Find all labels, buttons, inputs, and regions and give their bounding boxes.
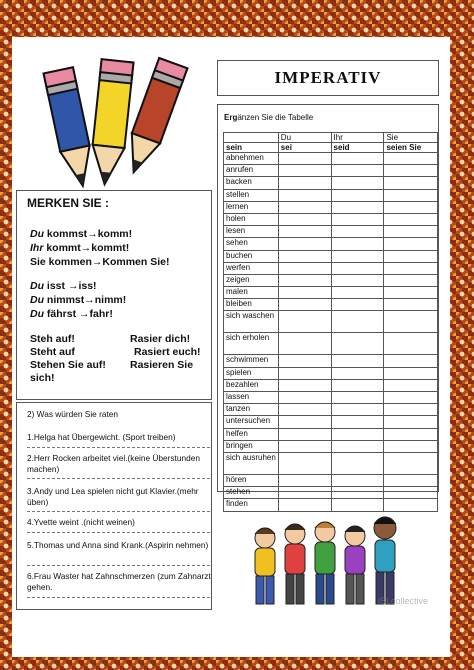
answer-cell[interactable] <box>331 201 384 213</box>
verb-cell: holen <box>224 213 279 225</box>
answer-cell[interactable] <box>278 177 331 189</box>
answer-cell[interactable] <box>384 311 438 333</box>
answer-cell[interactable] <box>278 487 331 499</box>
answer-cell[interactable] <box>331 177 384 189</box>
exercise-item: 6.Frau Waster hat Zahnschmerzen (zum Zahnarzt gehen. <box>27 571 211 592</box>
verb-cell: sich erholen <box>224 333 279 355</box>
answer-cell[interactable] <box>331 153 384 165</box>
answer-cell[interactable] <box>384 428 438 440</box>
verb-row <box>224 311 438 333</box>
header-cell: Sie <box>384 133 438 143</box>
verb-row <box>224 367 438 379</box>
verb-cell: backen <box>224 177 279 189</box>
answer-cell[interactable] <box>331 428 384 440</box>
verb-row <box>224 189 438 201</box>
verb-row <box>224 299 438 311</box>
answer-cell[interactable] <box>331 311 384 333</box>
answer-cell[interactable] <box>331 452 384 474</box>
answer-cell[interactable] <box>278 392 331 404</box>
example-cell: sei <box>278 143 331 153</box>
verb-cell: bleiben <box>224 299 279 311</box>
answer-cell[interactable] <box>278 165 331 177</box>
verb-cell: hören <box>224 474 279 486</box>
answer-cell[interactable] <box>278 428 331 440</box>
answer-cell[interactable] <box>331 404 384 416</box>
verb-cell: stellen <box>224 189 279 201</box>
verb-row <box>224 153 438 165</box>
answer-cell[interactable] <box>278 355 331 367</box>
verb-cell: zeigen <box>224 274 279 286</box>
exercise-item: 2.Herr Rocken arbeitet viel.(keine Überstunden machen) <box>27 453 200 474</box>
merken-sie-box <box>16 190 212 400</box>
answer-cell[interactable] <box>331 367 384 379</box>
header-cell: Du <box>278 133 331 143</box>
answer-cell[interactable] <box>331 379 384 391</box>
answer-cell[interactable] <box>331 226 384 238</box>
verb-row <box>224 333 438 355</box>
verb-row <box>224 379 438 391</box>
answer-cell[interactable] <box>384 287 438 299</box>
answer-cell[interactable] <box>331 189 384 201</box>
example-pair: Stehen Sie auf! Rasieren Sie <box>30 359 194 371</box>
verb-cell: stehen <box>224 487 279 499</box>
answer-cell[interactable] <box>331 165 384 177</box>
verb-row <box>224 262 438 274</box>
answer-cell[interactable] <box>384 487 438 499</box>
exercise-item: 5.Thomas und Anna sind Krank.(Aspirin nehmen) <box>27 540 209 550</box>
verb-cell: lassen <box>224 392 279 404</box>
watermark: iSLcollective <box>378 596 429 606</box>
answer-cell[interactable] <box>384 262 438 274</box>
answer-cell[interactable] <box>384 238 438 250</box>
example-pair: Steh auf! Rasier dich! <box>30 333 191 345</box>
answer-cell[interactable] <box>384 404 438 416</box>
answer-cell[interactable] <box>278 404 331 416</box>
answer-cell[interactable] <box>331 333 384 355</box>
example-cell: seid <box>331 143 384 153</box>
example-pair: Steht auf Rasiert euch! <box>30 346 201 358</box>
verb-cell: sich waschen <box>224 311 279 333</box>
example-cell: sein <box>224 143 279 153</box>
imperative-table <box>223 132 438 512</box>
verb-cell: lernen <box>224 201 279 213</box>
pronoun-row <box>224 133 438 143</box>
answer-cell[interactable] <box>384 189 438 201</box>
verb-row <box>224 392 438 404</box>
verb-row <box>224 274 438 286</box>
advice-exercise-box <box>16 402 212 610</box>
answer-cell[interactable] <box>278 333 331 355</box>
answer-cell[interactable] <box>384 153 438 165</box>
answer-cell[interactable] <box>384 226 438 238</box>
merken-heading: MERKEN SIE : <box>27 196 110 210</box>
answer-cell[interactable] <box>384 474 438 486</box>
answer-cell[interactable] <box>278 274 331 286</box>
answer-line[interactable] <box>27 565 210 566</box>
verb-cell: sehen <box>224 238 279 250</box>
verb-row <box>224 250 438 262</box>
answer-cell[interactable] <box>331 299 384 311</box>
header-cell <box>224 133 279 143</box>
answer-cell[interactable] <box>384 367 438 379</box>
page-title: IMPERATIV <box>217 60 439 96</box>
example-row <box>224 143 438 153</box>
verb-row <box>224 165 438 177</box>
verb-row <box>224 355 438 367</box>
verb-row <box>224 487 438 499</box>
verb-cell: untersuchen <box>224 416 279 428</box>
verb-cell: bringen <box>224 440 279 452</box>
verb-row <box>224 287 438 299</box>
answer-cell[interactable] <box>384 379 438 391</box>
verb-cell: bezahlen <box>224 379 279 391</box>
verb-cell: lesen <box>224 226 279 238</box>
answer-cell[interactable] <box>384 165 438 177</box>
answer-cell[interactable] <box>384 392 438 404</box>
verb-row <box>224 474 438 486</box>
answer-cell[interactable] <box>278 262 331 274</box>
verb-cell: buchen <box>224 250 279 262</box>
answer-cell[interactable] <box>278 226 331 238</box>
answer-line[interactable] <box>27 597 210 598</box>
answer-cell[interactable] <box>331 250 384 262</box>
verb-row <box>224 440 438 452</box>
verb-cell: helfen <box>224 428 279 440</box>
answer-cell[interactable] <box>384 416 438 428</box>
answer-cell[interactable] <box>278 213 331 225</box>
conjugation-table-box <box>217 104 439 509</box>
answer-line[interactable] <box>27 447 210 448</box>
exercise-item: 1.Helga hat Übergewicht. (Sport treiben) <box>27 432 176 442</box>
answer-cell[interactable] <box>331 392 384 404</box>
verb-cell: werfen <box>224 262 279 274</box>
verb-row <box>224 226 438 238</box>
answer-cell[interactable] <box>331 440 384 452</box>
rule-line: Sie kommen→Kommen Sie! <box>30 256 170 268</box>
answer-cell[interactable] <box>278 189 331 201</box>
answer-line[interactable] <box>27 532 210 533</box>
answer-cell[interactable] <box>278 299 331 311</box>
verb-cell: tanzen <box>224 404 279 416</box>
answer-line[interactable] <box>27 511 210 512</box>
answer-cell[interactable] <box>384 177 438 189</box>
answer-cell[interactable] <box>278 379 331 391</box>
answer-cell[interactable] <box>384 213 438 225</box>
verb-cell: sich ausruhen <box>224 452 279 474</box>
answer-cell[interactable] <box>331 416 384 428</box>
verb-row <box>224 201 438 213</box>
answer-line[interactable] <box>27 478 210 479</box>
answer-cell[interactable] <box>278 416 331 428</box>
answer-cell[interactable] <box>278 311 331 333</box>
example-cell: seien Sie <box>384 143 438 153</box>
answer-cell[interactable] <box>278 452 331 474</box>
header-cell: Ihr <box>331 133 384 143</box>
verb-row <box>224 416 438 428</box>
answer-cell[interactable] <box>384 201 438 213</box>
verb-row <box>224 404 438 416</box>
example-last: sich! <box>30 372 55 384</box>
answer-cell[interactable] <box>331 238 384 250</box>
answer-cell[interactable] <box>331 487 384 499</box>
verb-cell: finden <box>224 499 279 511</box>
rule-line: Du isst →iss! <box>30 280 97 292</box>
exercise-item: 3.Andy und Lea spielen nicht gut Klavier.(mehr üben) <box>27 486 199 507</box>
answer-cell[interactable] <box>278 153 331 165</box>
verb-row <box>224 213 438 225</box>
answer-cell[interactable] <box>331 213 384 225</box>
verb-cell: spielen <box>224 367 279 379</box>
answer-cell[interactable] <box>278 238 331 250</box>
answer-cell[interactable] <box>384 274 438 286</box>
verb-cell: anrufen <box>224 165 279 177</box>
answer-cell[interactable] <box>331 474 384 486</box>
verb-cell: malen <box>224 287 279 299</box>
rule-line: Du kommst→komm! <box>30 228 133 240</box>
answer-cell[interactable] <box>331 287 384 299</box>
answer-cell[interactable] <box>278 474 331 486</box>
answer-cell[interactable] <box>331 355 384 367</box>
rule-line: Ihr kommt→kommt! <box>30 242 130 254</box>
pencils-illustration <box>25 44 205 194</box>
answer-cell[interactable] <box>278 440 331 452</box>
verb-cell: schwimmen <box>224 355 279 367</box>
answer-cell[interactable] <box>384 440 438 452</box>
rule-line: Du nimmst→nimm! <box>30 294 127 306</box>
table-instruction: Ergänzen Sie die Tabelle <box>224 113 314 122</box>
exercise-heading: 2) Was würden Sie raten <box>27 409 118 419</box>
answer-cell[interactable] <box>384 452 438 474</box>
answer-cell[interactable] <box>331 274 384 286</box>
verb-row <box>224 452 438 474</box>
verb-cell: abnehmen <box>224 153 279 165</box>
answer-cell[interactable] <box>384 333 438 355</box>
verb-row <box>224 177 438 189</box>
answer-cell[interactable] <box>384 250 438 262</box>
verb-row <box>224 238 438 250</box>
verb-row <box>224 428 438 440</box>
rule-line: Du fährst →fahr! <box>30 308 113 320</box>
exercise-item: 4.Yvette weint .(nicht weinen) <box>27 517 135 527</box>
answer-cell[interactable] <box>384 299 438 311</box>
answer-cell[interactable] <box>384 355 438 367</box>
answer-cell[interactable] <box>331 262 384 274</box>
answer-cell[interactable] <box>278 201 331 213</box>
answer-cell[interactable] <box>278 367 331 379</box>
answer-cell[interactable] <box>278 250 331 262</box>
answer-cell[interactable] <box>278 287 331 299</box>
